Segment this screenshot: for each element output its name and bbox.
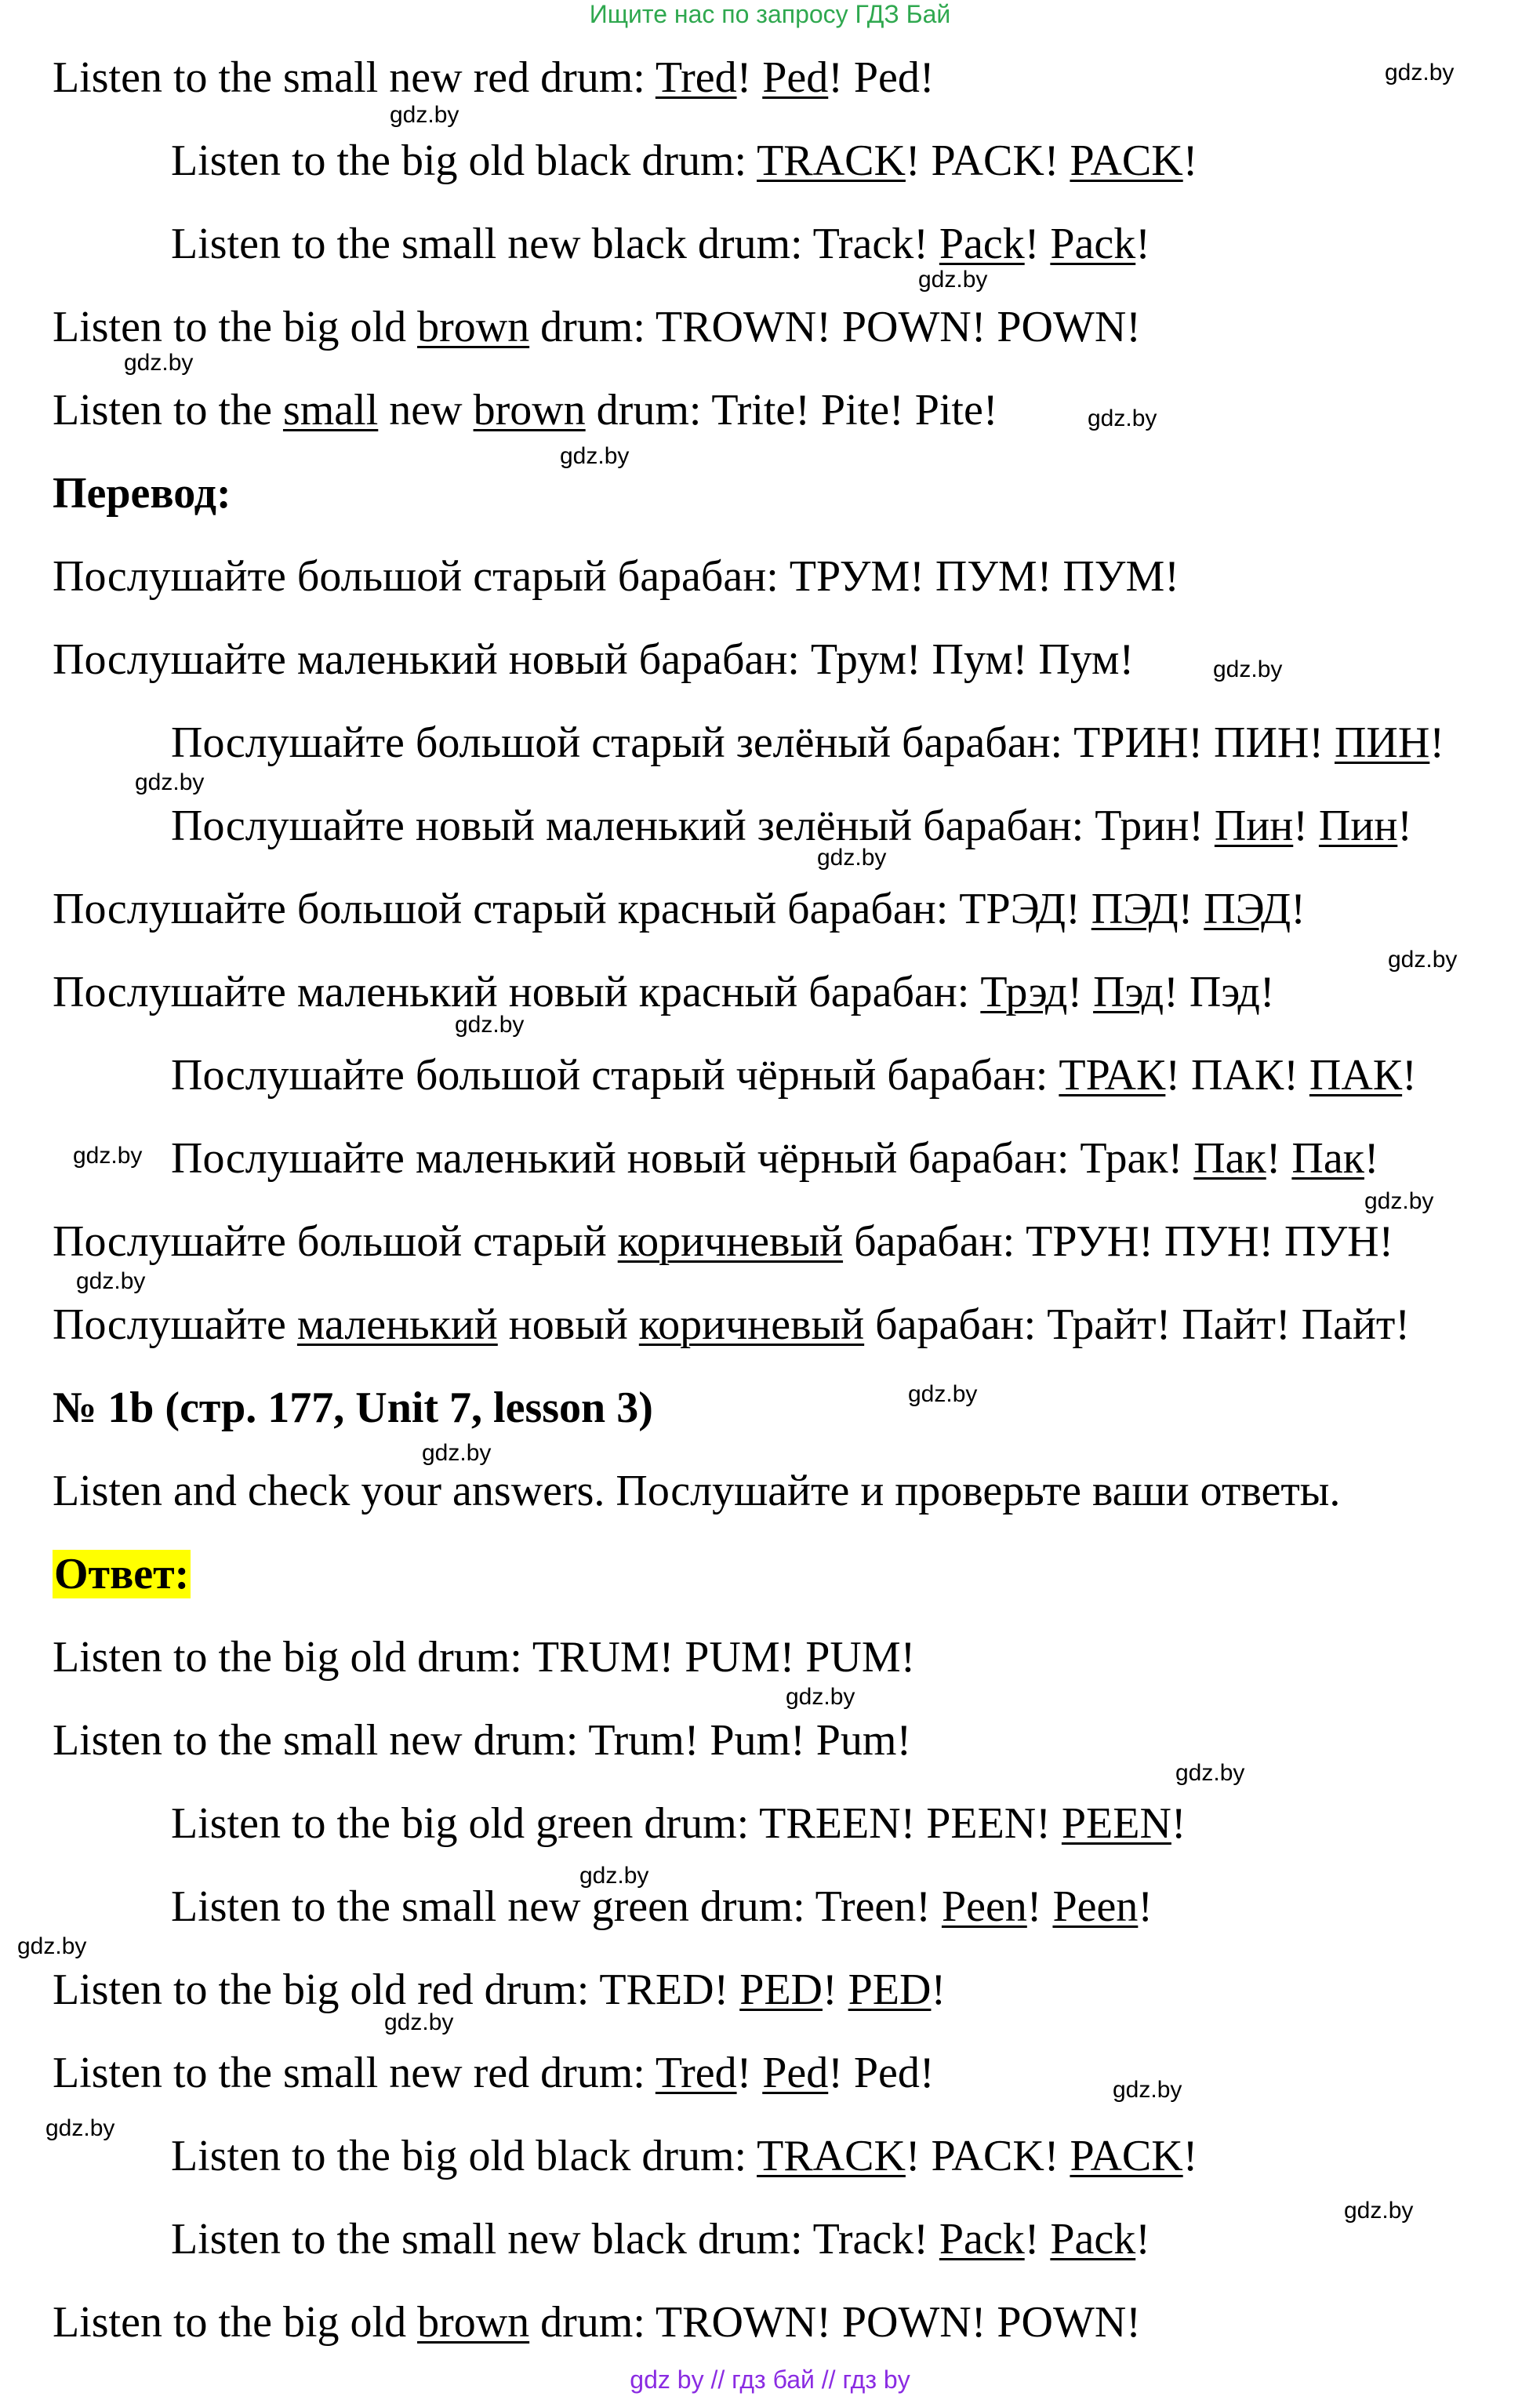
text-run: Послушайте маленький новый красный барабан: xyxy=(53,968,981,1016)
underlined-word: Пэд xyxy=(1093,968,1164,1016)
text-line xyxy=(171,1882,1153,1932)
underlined-word: Пак xyxy=(1193,1134,1266,1183)
text-run: Послушайте маленький новый чёрный барабан: Трак! xyxy=(171,1134,1194,1183)
watermark: gdz.by xyxy=(1385,60,1455,85)
underlined-word: brown xyxy=(417,2298,530,2347)
text-run: ! Пэд! xyxy=(1164,968,1275,1016)
text-line xyxy=(171,136,1197,186)
underlined-word: Пин xyxy=(1318,802,1398,850)
top-banner: Ищите нас по запросу ГДЗ Бай xyxy=(589,0,951,28)
watermark: gdz.by xyxy=(390,102,459,128)
text-run: Послушайте большой старый чёрный барабан: xyxy=(171,1051,1059,1100)
text-line xyxy=(53,1216,1393,1267)
underlined-word: Пин xyxy=(1214,802,1294,850)
watermark: gdz.by xyxy=(17,1933,87,1959)
underlined-word: Pack xyxy=(939,220,1025,268)
underlined-word: Pack xyxy=(1050,2215,1136,2264)
underlined-word: PED xyxy=(848,1965,932,2014)
underlined-word: ПАК xyxy=(1309,1051,1403,1100)
underlined-word: ПЭД xyxy=(1091,885,1179,933)
text-run: Listen to the small new black drum: Track! xyxy=(171,220,939,268)
text-run: ! xyxy=(1135,2215,1150,2264)
text-run: новый xyxy=(497,1300,639,1349)
text-line xyxy=(53,967,1275,1017)
text-run: Listen to the big old xyxy=(53,303,418,351)
answer-heading xyxy=(53,1549,191,1599)
text-run: ! xyxy=(1178,885,1204,933)
text-run: Listen to the xyxy=(53,386,283,435)
answer-heading-label: Ответ: xyxy=(54,1550,190,1598)
text-run: Послушайте новый маленький зелёный барабан: Трин! xyxy=(171,802,1215,850)
watermark: gdz.by xyxy=(76,1268,146,1294)
text-line xyxy=(53,302,1141,352)
watermark: gdz.by xyxy=(73,1143,143,1169)
text-run: ! xyxy=(1067,968,1094,1016)
watermark: gdz.by xyxy=(384,2009,454,2035)
watermark: gdz.by xyxy=(422,1440,492,1466)
underlined-word: brown xyxy=(473,386,586,435)
text-line xyxy=(53,53,935,103)
underlined-word: Ped xyxy=(762,2049,829,2097)
watermark: gdz.by xyxy=(135,769,205,795)
underlined-word: Pack xyxy=(1050,220,1136,268)
underlined-word: маленький xyxy=(296,1300,498,1349)
text-line xyxy=(171,1050,1417,1100)
text-run: Послушайте большой старый красный барабан: ТРЭД! xyxy=(53,885,1091,933)
underlined-word: PACK xyxy=(1070,136,1183,185)
text-line xyxy=(53,884,1306,934)
underlined-word: PACK xyxy=(1070,2132,1183,2180)
text-run: Listen to the small new red drum: xyxy=(53,2049,656,2097)
watermark: gdz.by xyxy=(455,1012,525,1038)
watermark: gdz.by xyxy=(786,1684,855,1710)
watermark: gdz.by xyxy=(1344,2198,1414,2224)
underlined-word: Pack xyxy=(939,2215,1025,2264)
text-run: drum: TROWN! POWN! POWN! xyxy=(529,2298,1141,2347)
text-run: Listen to the big old red drum: TRED! xyxy=(53,1965,740,2014)
underlined-word: ТРАК xyxy=(1059,1051,1166,1100)
underlined-word: brown xyxy=(417,303,530,351)
text-line xyxy=(171,2214,1150,2264)
text-run: new xyxy=(378,386,474,435)
text-run: ! xyxy=(1364,1134,1379,1183)
text-run: ! xyxy=(822,1965,848,2014)
text-line xyxy=(171,801,1412,851)
text-line xyxy=(171,2131,1197,2181)
watermark: gdz.by xyxy=(1388,947,1458,973)
text-run: ! xyxy=(1026,1882,1053,1931)
text-run: Listen to the big old drum: TRUM! PUM! PUM! xyxy=(53,1633,916,1682)
text-run: Listen to the small new black drum: Track! xyxy=(171,2215,939,2264)
text-run: Послушайте маленький новый барабан: Трум! Пум! Пум! xyxy=(53,635,1135,684)
text-line xyxy=(171,718,1444,768)
text-line xyxy=(53,635,1134,685)
text-run: drum: TROWN! POWN! POWN! xyxy=(529,303,1141,351)
text-run: барабан: ТРУН! ПУН! ПУН! xyxy=(843,1217,1394,1266)
underlined-word: PED xyxy=(739,1965,823,2014)
text-line xyxy=(53,1300,1410,1350)
underlined-word: ПИН xyxy=(1334,718,1430,767)
translation-heading: Перевод: xyxy=(53,469,231,518)
watermark: gdz.by xyxy=(560,443,630,469)
watermark: gdz.by xyxy=(124,350,194,376)
text-line xyxy=(53,1715,911,1765)
text-run: ! xyxy=(736,53,763,102)
text-line xyxy=(171,219,1150,269)
underlined-word: small xyxy=(282,386,379,435)
underlined-word: Пак xyxy=(1291,1134,1364,1183)
underlined-word: PEEN xyxy=(1061,1799,1171,1848)
text-line xyxy=(171,1798,1186,1849)
text-run: ! xyxy=(1291,885,1306,933)
text-run: ! xyxy=(1024,220,1051,268)
text-run: ! xyxy=(1182,136,1198,185)
text-run: ! xyxy=(1138,1882,1153,1931)
underlined-word: Peen xyxy=(941,1882,1027,1931)
text-run: ! xyxy=(931,1965,946,2014)
watermark: gdz.by xyxy=(579,1863,649,1889)
text-run: барабан: Трайт! Пайт! Пайт! xyxy=(864,1300,1411,1349)
text-line xyxy=(171,1133,1379,1184)
watermark: gdz.by xyxy=(1113,2077,1182,2103)
instruction-text: Listen and check your answers. Послушайте и проверьте ваши ответы. xyxy=(53,1467,1341,1515)
text-run: ! xyxy=(1402,1051,1417,1100)
watermark: gdz.by xyxy=(817,845,887,871)
text-run: Послушайте большой старый барабан: ТРУМ! ПУМ! ПУМ! xyxy=(53,552,1179,601)
exercise-heading: № 1b (стр. 177, Unit 7, lesson 3) xyxy=(53,1384,653,1432)
text-run: Listen to the big old black drum: xyxy=(171,2132,757,2180)
text-run: Послушайте большой старый зелёный барабан: ТРИН! ПИН! xyxy=(171,718,1335,767)
text-run: ! xyxy=(1429,718,1444,767)
watermark: gdz.by xyxy=(908,1381,978,1407)
text-run: ! ПАК! xyxy=(1165,1051,1309,1100)
text-run: Listen to the big old xyxy=(53,2298,418,2347)
text-line xyxy=(53,2048,935,2098)
underlined-word: Tred xyxy=(655,2049,737,2097)
text-run: Послушайте xyxy=(53,1300,297,1349)
text-run: ! Ped! xyxy=(828,2049,935,2097)
underlined-word: TRACK xyxy=(757,136,906,185)
text-line xyxy=(53,385,997,435)
watermark: gdz.by xyxy=(1364,1188,1434,1214)
underlined-word: TRACK xyxy=(757,2132,906,2180)
text-line xyxy=(53,1632,915,1682)
text-run: Listen to the small new drum: Trum! Pum! Pum! xyxy=(53,1716,912,1765)
underlined-word: Трэд xyxy=(980,968,1068,1016)
underlined-word: Peen xyxy=(1052,1882,1139,1931)
watermark: gdz.by xyxy=(1213,656,1283,682)
underlined-word: коричневый xyxy=(638,1300,865,1349)
text-run: ! Ped! xyxy=(828,53,935,102)
text-run: ! PACK! xyxy=(905,2132,1070,2180)
text-run: ! xyxy=(1171,1799,1186,1848)
text-run: Listen to the big old green drum: TREEN! PEEN! xyxy=(171,1799,1062,1848)
text-line xyxy=(53,1965,946,2015)
text-run: ! xyxy=(1397,802,1412,850)
text-run: ! xyxy=(1266,1134,1292,1183)
underlined-word: коричневый xyxy=(617,1217,844,1266)
text-run: drum: Trite! Pite! Pite! xyxy=(585,386,998,435)
underlined-word: ПЭД xyxy=(1204,885,1291,933)
watermark: gdz.by xyxy=(1175,1760,1245,1786)
watermark: gdz.by xyxy=(918,267,988,293)
text-line xyxy=(53,551,1179,602)
watermark: gdz.by xyxy=(1088,405,1157,431)
text-run: ! xyxy=(1293,802,1319,850)
text-run: Listen to the small new red drum: xyxy=(53,53,656,102)
text-run: Listen to the big old black drum: xyxy=(171,136,757,185)
watermark: gdz.by xyxy=(45,2115,115,2141)
text-run: ! xyxy=(1135,220,1150,268)
text-run: ! xyxy=(736,2049,763,2097)
underlined-word: Tred xyxy=(655,53,737,102)
text-run: ! xyxy=(1024,2215,1051,2264)
text-run: Listen to the small new green drum: Treen! xyxy=(171,1882,942,1931)
text-run: Послушайте большой старый xyxy=(53,1217,618,1266)
text-run: ! xyxy=(1182,2132,1198,2180)
underlined-word: Ped xyxy=(762,53,829,102)
text-run: ! PACK! xyxy=(905,136,1070,185)
footer-links: gdz by // гдз бай // гдз by xyxy=(630,2365,910,2394)
text-line xyxy=(53,2297,1141,2347)
